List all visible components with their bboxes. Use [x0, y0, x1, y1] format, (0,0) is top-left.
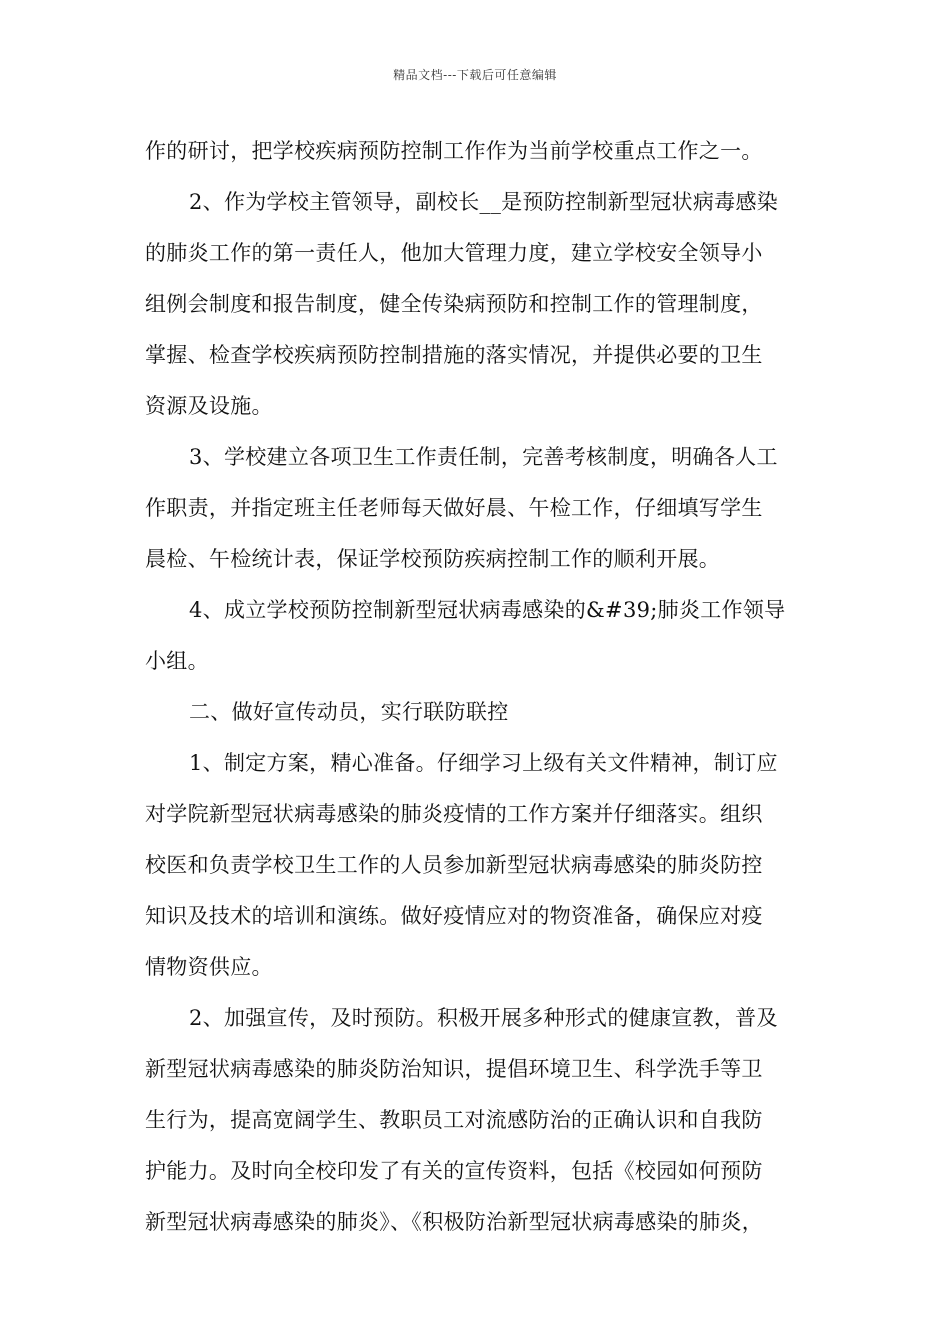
text-line: 1、制定方案，精心准备。仔细学习上级有关文件精神，制订应 — [189, 751, 778, 775]
text-line: 二、做好宣传动员，实行联防联控 — [189, 700, 509, 724]
page-header: 精品文档---下载后可任意编辑 — [393, 68, 557, 82]
text-line: 对学院新型冠状病毒感染的肺炎疫情的工作方案并仔细落实。组织 — [145, 802, 763, 826]
text-line: 掌握、检查学校疾病预防控制措施的落实情况，并提供必要的卫生 — [145, 343, 763, 367]
text-line: 作职责，并指定班主任老师每天做好晨、午检工作，仔细填写学生 — [145, 496, 763, 520]
text-line: 晨检、午检统计表，保证学校预防疾病控制工作的顺利开展。 — [145, 547, 721, 571]
text-line: 知识及技术的培训和演练。做好疫情应对的物资准备，确保应对疫 — [145, 904, 763, 928]
text-line: 4、成立学校预防控制新型冠状病毒感染的&#39;肺炎工作领导 — [189, 598, 786, 622]
text-line: 作的研讨，把学校疾病预防控制工作作为当前学校重点工作之一。 — [145, 139, 763, 163]
text-line: 3、学校建立各项卫生工作责任制，完善考核制度，明确各人工 — [189, 445, 778, 469]
text-line: 校医和负责学校卫生工作的人员参加新型冠状病毒感染的肺炎防控 — [145, 853, 763, 877]
text-line: 新型冠状病毒感染的肺炎》、《积极防治新型冠状病毒感染的肺炎， — [145, 1210, 763, 1234]
text-line: 小组。 — [145, 649, 209, 673]
text-line: 组例会制度和报告制度，健全传染病预防和控制工作的管理制度， — [145, 292, 763, 316]
text-line: 生行为，提高宽阔学生、教职员工对流感防治的正确认识和自我防 — [145, 1108, 763, 1132]
text-line: 护能力。及时向全校印发了有关的宣传资料，包括《校园如何预防 — [145, 1159, 763, 1183]
text-line: 2、作为学校主管领导，副校长__是预防控制新型冠状病毒感染 — [189, 190, 779, 214]
document-body — [145, 126, 825, 1248]
text-line: 情物资供应。 — [145, 955, 273, 979]
text-line: 资源及设施。 — [145, 394, 273, 418]
text-line: 2、加强宣传，及时预防。积极开展多种形式的健康宣教，普及 — [189, 1006, 778, 1030]
text-line: 新型冠状病毒感染的肺炎防治知识，提倡环境卫生、科学洗手等卫 — [145, 1057, 763, 1081]
text-line: 的肺炎工作的第一责任人，他加大管理力度，建立学校安全领导小 — [145, 241, 763, 265]
